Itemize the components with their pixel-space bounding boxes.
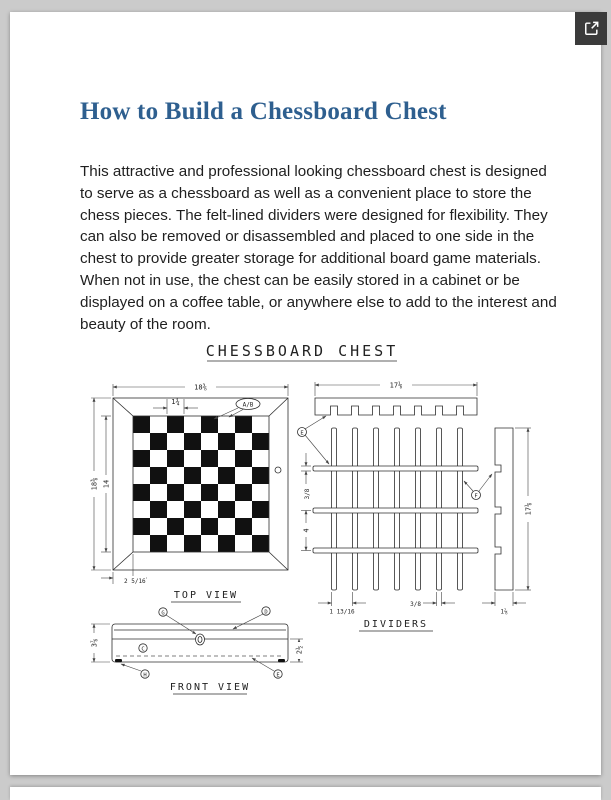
next-page-edge [10, 787, 601, 800]
article-body: This attractive and professional looking chessboard chest is designed to serve as a chessboard as well as a convenient place to store the chess pieces. The felt-lined dividers were designed for flexibility. They can also be removed or disassembled and placed to one side in the chest to provide greater storage for additional board game materials. When not in use, the chest can be easily stored in a cabinet or be displayed on a coffee table, or anywhere else to add to the interest and beauty of the room. [80, 163, 557, 333]
part-bubble-dividers-left: E [300, 430, 304, 437]
dim-row-spacing: 4 [302, 528, 311, 533]
front-view-label: FRONT VIEW [169, 682, 251, 693]
dim-front-height: 3⅞ [90, 638, 99, 648]
latch-knob [275, 467, 281, 473]
open-in-new-icon [583, 20, 600, 37]
dividers-view [298, 380, 534, 631]
foot-left [115, 659, 122, 662]
foot-right [278, 659, 285, 662]
technical-drawing [75, 340, 565, 700]
open-external-button[interactable] [575, 12, 607, 45]
dim-dividers-height: 17⅛ [524, 502, 533, 516]
dim-border-width: 2 5/16 [124, 578, 146, 585]
part-bubble-panel: C [141, 646, 145, 653]
dim-dividers-width: 17⅛ [389, 381, 403, 390]
front-view [89, 607, 304, 694]
dim-side-height: 18⅜ [90, 477, 99, 491]
part-bubble-bottom: E [276, 672, 280, 679]
dividers-label: DIVIDERS [363, 619, 429, 630]
part-label-ab: A/B [242, 401, 254, 409]
part-bubble-dividers-right: F [474, 493, 478, 500]
divider-top-rail [315, 398, 477, 415]
dim-square-size: 1¾ [171, 398, 180, 406]
checkerboard [133, 416, 269, 552]
top-view-label: TOP VIEW [173, 590, 239, 601]
divider-end-rail [495, 428, 513, 590]
part-bubble-lid: D [264, 609, 268, 616]
drawing-title-text: CHESSBOARD CHEST [205, 342, 399, 360]
dim-slot-spacing: 1 13/16 [329, 608, 355, 616]
dim-front-inner: 2½ [295, 645, 304, 655]
dim-board-size: 14 [102, 479, 111, 489]
dim-end-rail-width: 1⅞ [500, 608, 508, 616]
dim-slat-thickness: 3/8 [304, 488, 311, 500]
top-view [89, 382, 288, 602]
document-page [10, 12, 601, 775]
part-bubble-foot: H [143, 672, 147, 679]
dim-top-width: 18⅜ [194, 383, 207, 392]
dim-slat-width: 3/8 [410, 601, 421, 608]
article-title: How to Build a Chessboard Chest [80, 98, 447, 125]
part-bubble-latch: G [161, 610, 165, 617]
drawing-title [206, 342, 399, 361]
latch [196, 634, 205, 645]
